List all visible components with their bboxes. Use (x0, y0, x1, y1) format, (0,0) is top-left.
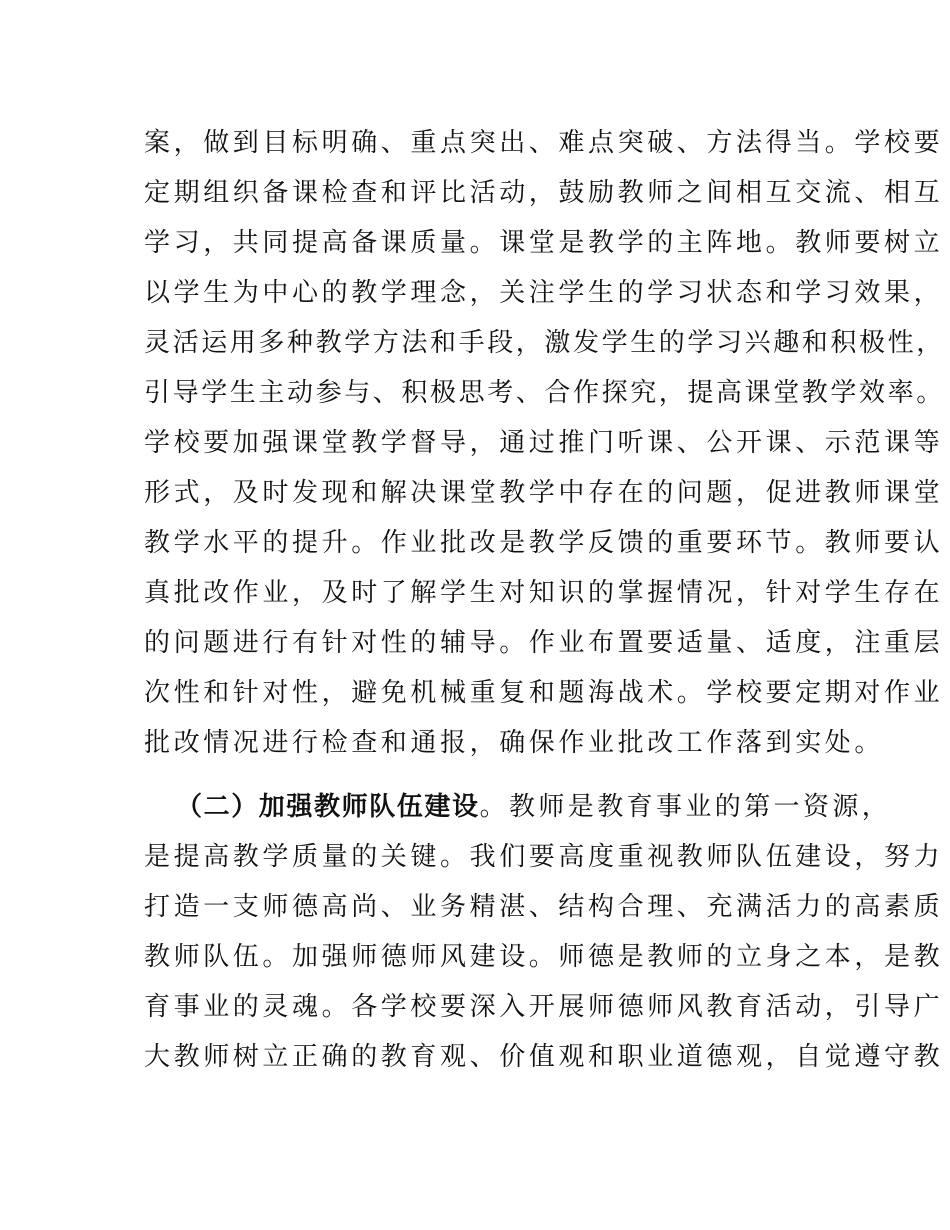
paragraph-1-line: 的问题进行有针对性的辅导。作业布置要适量、适度，注重层 (144, 628, 944, 658)
paragraph-2-line: 育事业的灵魂。各学校要深入开展师德师风教育活动，引导广 (144, 992, 944, 1022)
section-heading: （二）加强教师队伍建设 (176, 792, 480, 822)
paragraph-2-first-line (176, 792, 891, 822)
paragraph-2-line: 打造一支师德高尚、业务精湛、结构合理、充满活力的高素质 (144, 892, 944, 922)
paragraph-1-line: 次性和针对性，避免机械重复和题海战术。学校要定期对作业 (144, 678, 944, 708)
paragraph-1-line: 以学生为中心的教学理念，关注学生的学习状态和学习效果， (144, 278, 944, 308)
paragraph-1-line: 案，做到目标明确、重点突出、难点突破、方法得当。学校要 (144, 128, 944, 158)
paragraph-1-line: 真批改作业，及时了解学生对知识的掌握情况，针对学生存在 (144, 578, 944, 608)
paragraph-1-line: 学校要加强课堂教学督导，通过推门听课、公开课、示范课等 (144, 428, 944, 458)
paragraph-1-line: 教学水平的提升。作业批改是教学反馈的重要环节。教师要认 (144, 528, 944, 558)
paragraph-1-line: 批改情况进行检查和通报，确保作业批改工作落到实处。 (144, 728, 885, 758)
paragraph-2-line: 大教师树立正确的教育观、价值观和职业道德观，自觉遵守教 (144, 1042, 944, 1072)
paragraph-1-line: 学习，共同提高备课质量。课堂是教学的主阵地。教师要树立 (144, 228, 944, 258)
paragraph-1-line: 灵活运用多种教学方法和手段，激发学生的学习兴趣和积极性， (144, 328, 945, 358)
paragraph-1-line: 定期组织备课检查和评比活动，鼓励教师之间相互交流、相互 (144, 178, 944, 208)
paragraph-1-line: 引导学生主动参与、积极思考、合作探究，提高课堂教学效率。 (144, 378, 945, 408)
paragraph-2-first-line-text: 。教师是教育事业的第一资源， (479, 792, 892, 822)
paragraph-1-line: 形式，及时发现和解决课堂教学中存在的问题，促进教师课堂 (144, 478, 944, 508)
paragraph-2-line: 是提高教学质量的关键。我们要高度重视教师队伍建设，努力 (144, 842, 944, 872)
paragraph-2-line: 教师队伍。加强师德师风建设。师德是教师的立身之本，是教 (144, 942, 944, 972)
